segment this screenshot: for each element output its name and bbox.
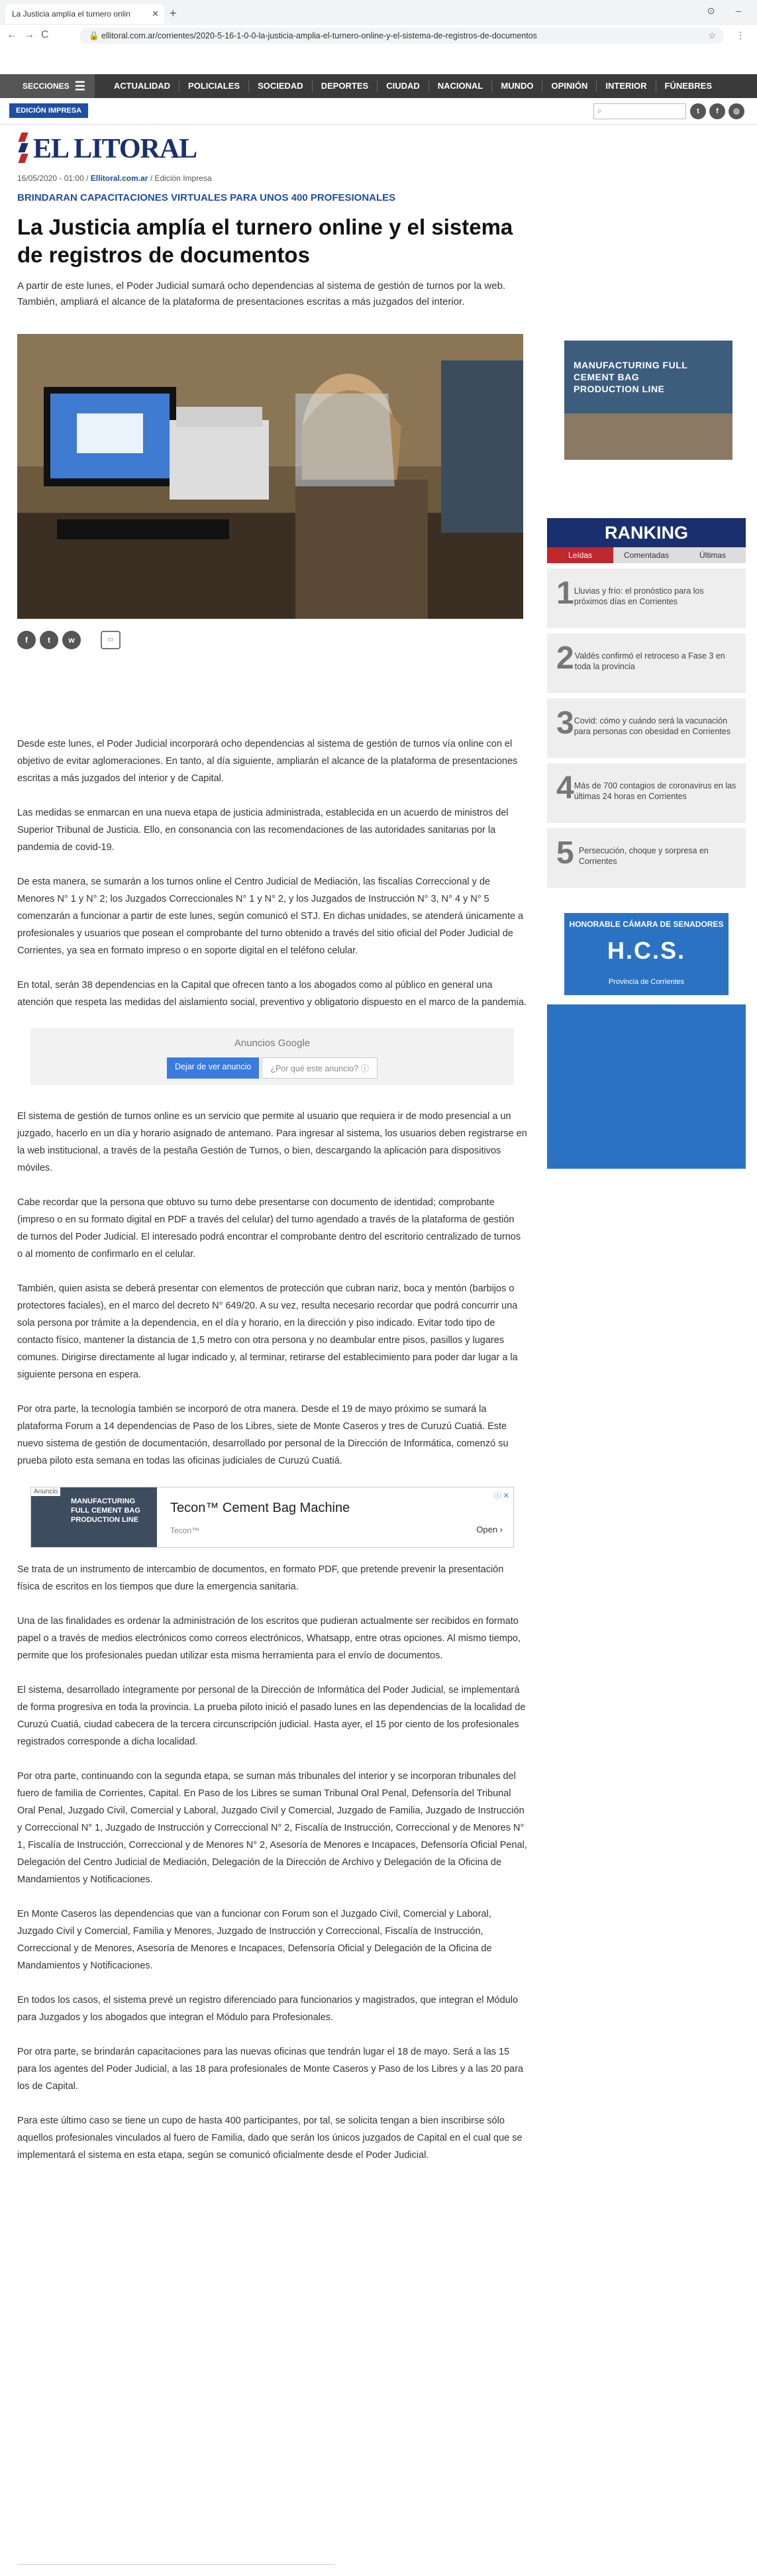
edicion-impresa-button[interactable]: EDICIÓN IMPRESA <box>9 103 88 118</box>
share-whatsapp-icon[interactable]: w <box>62 631 81 649</box>
nav-buttons[interactable]: ←→C <box>7 29 56 40</box>
nav-item-actualidad[interactable]: ACTUALIDAD <box>105 80 179 92</box>
nav-item-mundo[interactable]: MUNDO <box>492 80 542 92</box>
ranking-text: Lluvias y frío: el pronóstico para los próximos días en Corrientes <box>574 586 704 606</box>
ranking-widget <box>547 518 746 888</box>
ranking-text: Covid: cómo y cuándo será la vacunación para personas con obesidad en Corrientes <box>574 716 731 736</box>
window-controls[interactable]: ⊙ – <box>707 5 750 16</box>
article-body <box>17 735 527 2181</box>
logo-mark-icon <box>17 131 29 167</box>
ranking-text: Persecución, choque y sorpresa en Corrientes <box>578 846 709 866</box>
hcs-ad[interactable] <box>564 913 729 995</box>
ad-image <box>31 1487 157 1547</box>
facebook-icon[interactable]: f <box>709 103 725 119</box>
article-headline: La Justicia amplía el turnero online y el sistema de registros de documentos <box>17 215 513 267</box>
ad-advertiser: Tecon™ <box>170 1526 200 1535</box>
new-tab-icon[interactable]: + <box>170 7 177 20</box>
ad-badge: Anuncio <box>31 1487 60 1496</box>
paragraph: Por otra parte, se brindarán capacitaciones para las nuevas oficinas que tendrán lugar el 18 de mayo. Será a las 15 para los agentes del Poder Judicial, a las 18 para profesionales de Monte Caseros y Paso de los Libres y a las 20 para los de Capital. <box>17 2047 524 2092</box>
url-field[interactable] <box>79 28 724 44</box>
site-logo[interactable] <box>17 131 197 167</box>
ranking-item[interactable] <box>547 568 746 628</box>
ranking-text: Valdés confirmó el retroceso a Fase 3 en toda la provincia <box>574 651 725 671</box>
ranking-title: RANKING <box>547 518 746 547</box>
nav-item-deportes[interactable]: DEPORTES <box>313 80 378 92</box>
article-meta: 16/05/2020 - 01:00 / Ellitoral.com.ar / Edición Impresa <box>17 174 212 183</box>
nav-item-funebres[interactable]: FÚNEBRES <box>664 81 713 91</box>
ad-close-icon[interactable]: ⓘ ✕ <box>493 1492 509 1500</box>
browser-chrome <box>0 0 757 46</box>
tab-title: La Justicia amplía el turnero onlin <box>12 9 130 19</box>
logo-text: EL LITORAL <box>33 134 197 164</box>
twitter-icon[interactable]: t <box>690 103 706 119</box>
paragraph: También, quien asista se deberá presentar con elementos de protección que cubran nariz, boca y mentón (barbijos o protectores faciales), en el marco del decreto N° 649/20. A su vez, resulta necesario recordar que podrá concurrir una sola persona por trámite a la dependencia, en el día y horario, en la dirección y piso indicado. Evitar todo tipo de contacto físico, mantener la distancia de 1,5 metro con otra persona y no deambular entre pisos, pasillos y lugares comunes. Dirigirse directamente al lugar indicado y, al terminar, retirarse del establecimiento para poder dar lugar a la siguiente persona en espera. <box>17 1283 518 1380</box>
ad-open-button[interactable]: Open › <box>476 1525 503 1534</box>
nav-item-opinion[interactable]: OPINIÓN <box>542 80 597 92</box>
ranking-item[interactable] <box>547 828 746 888</box>
nav-item-nacional[interactable]: NACIONAL <box>429 80 493 92</box>
ranking-item[interactable] <box>547 633 746 693</box>
article-lead: A partir de este lunes, el Poder Judicial sumará ocho dependencias al sistema de gestión de turnos por la web. También, ampliará el alcance de la plataforma de presentaciones escritas a más juzgados del interior. <box>17 280 506 307</box>
paragraph: Cabe recordar que la persona que obtuvo su turno debe presentarse con documento de identidad; comprobante (impreso o en su formato digital en PDF a través del celular) del turno agendado a través de la plataforma de gestión de turnos del Poder Judicial. El interesado podrá encontrar el comprobante dentro del escritorio centralizado de turnos o al momento de confirmarlo en el celular. <box>17 1197 521 1260</box>
ranking-number: 5 <box>556 835 574 871</box>
paragraph: En todos los casos, el sistema prevé un registro diferenciado para funcionarios y magistrados, que integran el Módulo para Juzgados y los abogados que integran el Módulo para Profesionales. <box>17 1995 519 2023</box>
article-kicker: BRINDARAN CAPACITACIONES VIRTUALES PARA UNOS 400 PROFESIONALES <box>17 192 396 203</box>
paragraph: El sistema de gestión de turnos online es un servicio que permite al usuario que requiera ir de modo presencial a un juzgado, hacerlo en un día y horario asignado de antemano. Para ingresar al sistema, los usuarios deben registrarse en la web institucional, a través de la pestaña Gestión de Turnos, o bien, descargando la aplicación para dispositivos móviles. <box>17 1111 527 1173</box>
google-ad-feedback <box>30 1028 514 1085</box>
paragraph: Una de las finalidades es ordenar la administración de los escritos que pudieran actualmente ser recibidos en formato papel o a través de medios electrónicos como correos electrónicos, Whatsapp, entre otras opciones. Al mismo tiempo, permite que los profesionales puedan utilizar esta misma herramienta para el envío de documentos. <box>17 1616 521 1661</box>
hcs-logo-text: H.C.S. <box>607 937 685 964</box>
share-facebook-icon[interactable]: f <box>17 631 36 649</box>
secciones-label: SECCIONES <box>23 81 70 91</box>
meta-section: Edición Impresa <box>154 174 212 183</box>
ranking-number: 2 <box>556 641 574 676</box>
paragraph: El sistema, desarrollado íntegramente por personal de la Dirección de Informática del Poder Judicial, se implementará de forma progresiva en toda la provincia. La prueba piloto inició el pasado lunes en las dependencias de la localidad de Curuzú Cuatiá, ciudad cabecera de la tercera circunscripción judicial. Hasta ayer, el 15 por ciento de los profesionales registrados corresponde a dicha localidad. <box>17 1685 526 1747</box>
search-input[interactable] <box>593 103 686 119</box>
browser-tab[interactable] <box>5 4 164 24</box>
nav-item-sociedad[interactable]: SOCIEDAD <box>249 80 313 92</box>
tab-leidas[interactable]: Leídas <box>547 547 613 563</box>
paragraph: De esta manera, se sumarán a los turnos online el Centro Judicial de Mediación, las fiscalías Correccional y de Menores N° 1 y N° 2; los Juzgados Correccionales N° 1 y N° 2, y los Juzgados de Instrucción N° 3, N° 4 y N° 5 comenzarán a funcionar a partir de este lunes, según comunicó el STJ. En dichas unidades, se atenderá únicamente a profesionales y usuarios que posean el comprobante del turno obtenido a través del sitio oficial del Poder Judicial de Corrientes, ya sea en formato impreso o en soporte digital en el teléfono celular. <box>17 877 524 956</box>
sidebar-ad-headline: MANUFACTURING FULL CEMENT BAG PRODUCTION LINE <box>574 360 688 394</box>
paragraph: Por otra parte, la tecnología también se incorporó de otra manera. Desde el 19 de mayo próximo se sumará la plataforma Forum a 14 dependencias de Paso de los Libres, siete de Monte Caseros y tres de Curuzú Cuatiá. Este nuevo sistema de gestión de documentación, desarrollado por personal de la Dirección de Informática, comenzó su prueba piloto esta semana en todas las oficinas judiciales de Curuzú Cuatiá. <box>17 1404 509 1466</box>
address-bar <box>0 25 757 46</box>
tab-comentadas[interactable]: Comentadas <box>613 547 680 563</box>
sidebar-ad[interactable] <box>564 341 732 460</box>
ranking-number: 4 <box>556 771 574 806</box>
nav-item-ciudad[interactable]: CIUDAD <box>378 80 429 92</box>
search-icon: ⌕ <box>597 106 602 115</box>
nav-item-policiales[interactable]: POLICIALES <box>179 80 249 92</box>
hamburger-icon: ☰ <box>74 79 85 93</box>
tecon-ad[interactable] <box>30 1487 514 1548</box>
stop-ad-button[interactable]: Dejar de ver anuncio <box>167 1057 259 1079</box>
ranking-text: Más de 700 contagios de coronavirus en las últimas 24 horas en Corrientes <box>574 781 736 801</box>
hcs-line1: HONORABLE CÁMARA DE SENADORES <box>569 920 724 929</box>
paragraph: Las medidas se enmarcan en una nueva etapa de justicia administrada, establecida en un acuerdo de ministros del Superior Tribunal de Justicia. Ello, en consonancia con las recomendaciones de las autoridades sanitarias por la pandemia de covid-19. <box>17 808 509 853</box>
ranking-number: 1 <box>556 576 574 611</box>
secciones-button[interactable] <box>0 74 95 98</box>
blue-ad-placeholder[interactable] <box>547 1004 746 1169</box>
ad-image-text: MANUFACTURING FULL CEMENT BAG PRODUCTION LINE <box>71 1497 140 1524</box>
ad-title[interactable]: Tecon™ Cement Bag Machine <box>170 1501 350 1515</box>
hcs-line3: Provincia de Corrientes <box>608 978 685 986</box>
divider <box>17 2564 335 2565</box>
browser-menu-icon[interactable]: ⋮ <box>736 30 745 40</box>
paragraph: En total, serán 38 dependencias en la Capital que ofrecen tanto a los abogados como al público en general una atención que respeta las medidas del aislamiento social, preventivo y obligatorio dispuesto en el marco de la pandemia. <box>17 980 527 1008</box>
why-ad-button[interactable]: ¿Por qué este anuncio? ⓘ <box>262 1057 378 1079</box>
nav-item-interior[interactable]: INTERIOR <box>597 80 656 92</box>
instagram-icon[interactable]: ◎ <box>729 103 744 119</box>
meta-date: 16/05/2020 - 01:00 <box>17 174 84 183</box>
meta-source[interactable]: Ellitoral.com.ar <box>90 174 148 183</box>
paragraph: Desde este lunes, el Poder Judicial incorporará ocho dependencias al sistema de gestión de turnos vía online con el objetivo de evitar aglomeraciones. En tanto, al día siguiente, ampliarán el alcance de la plataforma de presentaciones escritas a más juzgados del interior y de Capital. <box>17 739 518 784</box>
bookmark-star-icon[interactable]: ☆ <box>708 30 716 40</box>
paragraph: Se trata de un instrumento de intercambio de documentos, en formato PDF, que pretende prevenir la presentación física de escritos en los tiempos que dure la emergencia sanitaria. <box>17 1564 504 1592</box>
close-tab-icon[interactable]: ✕ <box>152 9 159 19</box>
photo-illustration <box>17 334 523 619</box>
ranking-item[interactable] <box>547 698 746 758</box>
ad-label: Anuncios Google <box>234 1038 311 1049</box>
sidebar-ad-image <box>564 413 732 460</box>
print-icon[interactable]: ▭ <box>101 631 121 649</box>
article-photo <box>17 334 523 619</box>
site-nav <box>0 74 757 98</box>
ranking-number: 3 <box>556 706 574 741</box>
url-text: ellitoral.com.ar/corrientes/2020-5-16-1-0-0-la-justicia-amplia-el-turnero-online-y-el-sistema-de-registros-de-documentos <box>101 31 537 40</box>
paragraph: Por otra parte, continuando con la segunda etapa, se suman más tribunales del interior y se incorporan tribunales del fuero de familia de Corrientes, Capital. En Paso de los Libres se suman Tribunal Oral Penal, Defensoría del Tribunal Oral Penal, Juzgado Civil, Comercial y Laboral, Juzgado Civil y Comercial, Juzgado de Familia, Juzgado de Instrucción y Correccional N° 1, Juzgado de Instrucción y Correccional N° 2, Fiscalía de Instrucción, Correccional y de Menores N° 1, Fiscalía de Instrucción, Correccional y de Menores N° 2, Asesoría de Menores e Incapaces, Defensoría Oficial Penal, Delegación del Centro Judicial de Mediación, Delegación de la Dirección de Archivo y Delegación de la Oficina de Mandamientos y Notificaciones. <box>17 1771 527 1885</box>
lock-icon: 🔒 <box>89 31 102 40</box>
tab-ultimas[interactable]: Últimas <box>680 547 746 563</box>
share-twitter-icon[interactable]: t <box>40 631 58 649</box>
share-bar <box>17 631 121 649</box>
sub-bar <box>0 98 757 125</box>
social-links <box>690 103 744 119</box>
paragraph: Para este último caso se tiene un cupo de hasta 400 participantes, por tal, se solicita tengan a bien inscribirse sólo aquellos profesionales vinculados al fuero de Familia, dado que serán los únicos juzgados de Capital en el cual que se implementará el sistema en esta etapa, según se comunicó oficialmente desde el Poder Judicial. <box>17 2116 523 2161</box>
paragraph: En Monte Caseros las dependencias que van a funcionar con Forum son el Juzgado Civil, Comercial y Laboral, Juzgado Civil y Comercial, Familia y Menores, Juzgado de Instrucción y Correccional, Fiscalía de Instrucción, Correccional y de Menores, Asesoría de Menores e Incapaces, Defensoría Oficial y Delegación de la Oficina de Mandamientos y Notificaciones. <box>17 1909 492 1971</box>
ranking-item[interactable] <box>547 763 746 823</box>
